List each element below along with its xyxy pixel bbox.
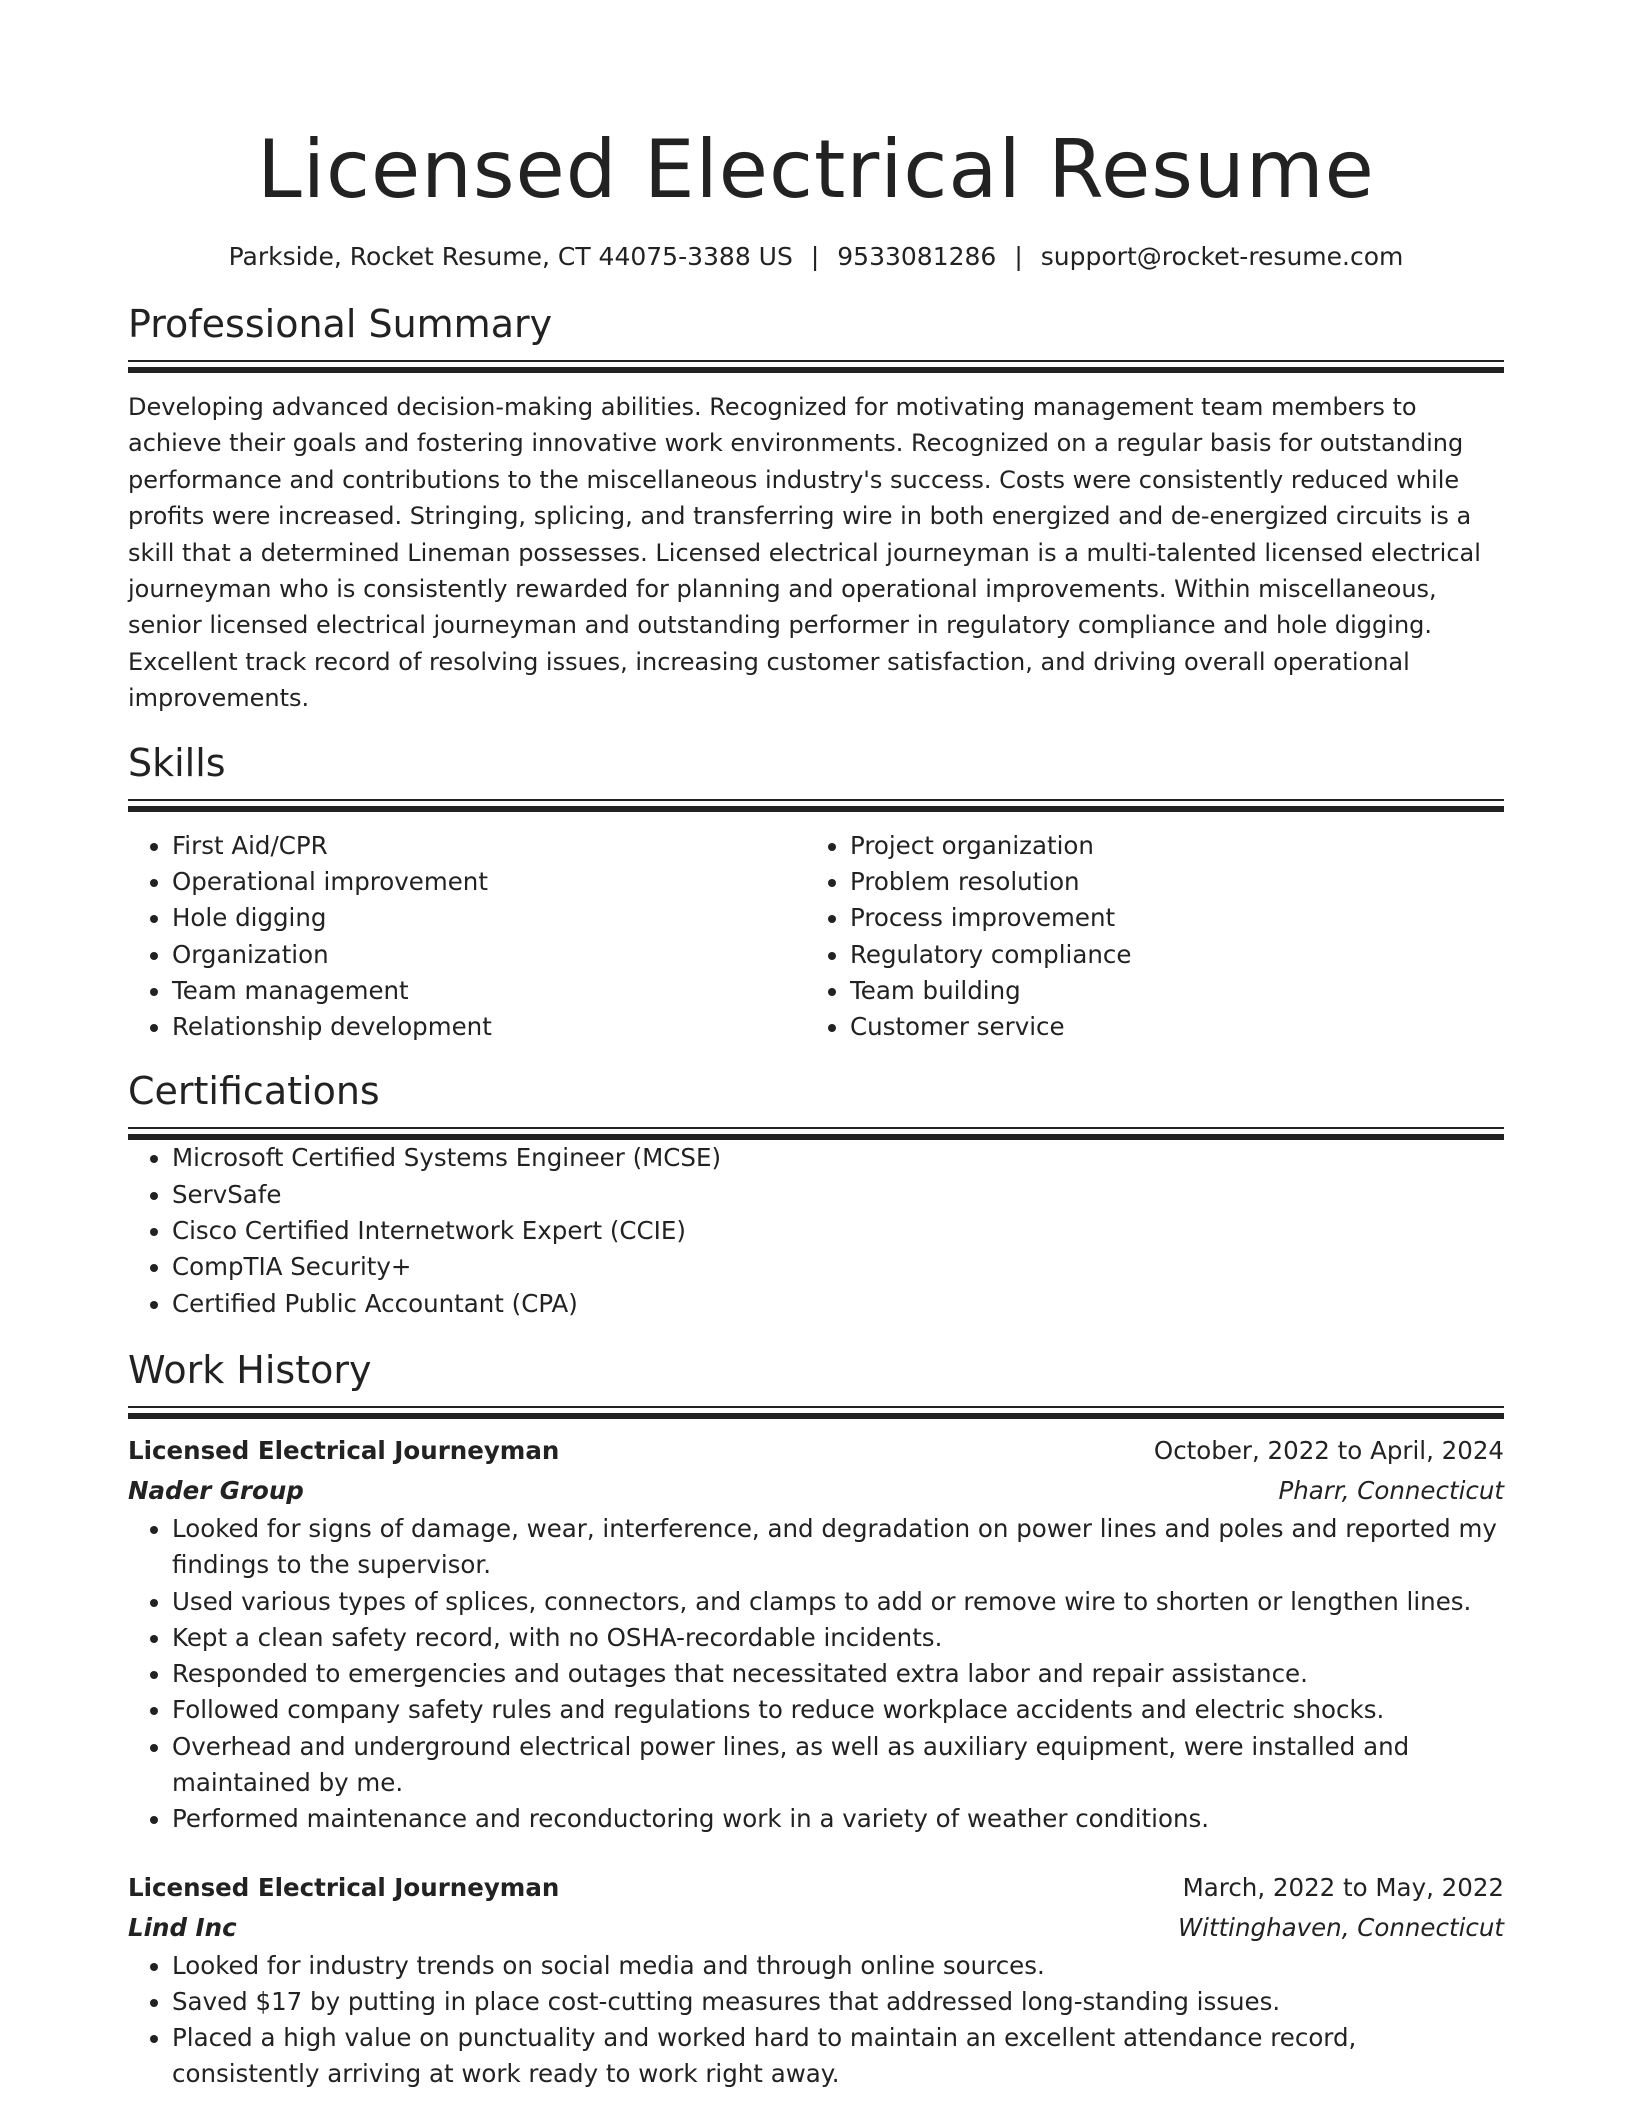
section-heading-summary: Professional Summary (128, 302, 553, 346)
job-company: Lind Inc (128, 1912, 237, 1942)
skill-item: • Process improvement (850, 900, 1484, 936)
skills-section (128, 739, 1504, 1046)
job-header (128, 1431, 1504, 1471)
contact-separator: | (810, 242, 820, 271)
contact-phone: 9533081286 (837, 242, 997, 271)
resume-page (128, 0, 1504, 2093)
job-bullet: • Kept a clean safety record, with no OSHA-recordable incidents. (172, 1620, 1504, 1656)
job-bullet: • Placed a high value on punctuality and worked hard to maintain an excellent attendance record, consistently arriving at work ready to work right away. (172, 2020, 1504, 2093)
job-dates: March, 2022 to May, 2022 (1182, 1872, 1504, 1902)
job-bullet: • Followed company safety rules and regulations to reduce workplace accidents and electric shocks. (172, 1692, 1504, 1728)
skill-item: • First Aid/CPR (172, 828, 806, 864)
job-bullet: • Performed maintenance and reconductoring work in a variety of weather conditions. (172, 1801, 1504, 1837)
job-title: Licensed Electrical Journeyman (128, 1435, 560, 1465)
skill-item: • Relationship development (172, 1009, 806, 1045)
job-title: Licensed Electrical Journeyman (128, 1872, 560, 1902)
certification-item: • Microsoft Certified Systems Engineer (MCSE) (172, 1140, 1504, 1176)
section-divider (128, 799, 1504, 812)
job-entry (128, 1868, 1504, 2093)
section-divider (128, 1406, 1504, 1419)
skills-column-right (806, 828, 1484, 1046)
skills-grid (128, 828, 1504, 1046)
contact-email[interactable]: support@rocket-resume.com (1040, 242, 1404, 271)
skill-item: • Regulatory compliance (850, 937, 1484, 973)
section-heading-certifications: Certifications (128, 1069, 380, 1114)
skill-item: • Organization (172, 937, 806, 973)
skill-item: • Project organization (850, 828, 1484, 864)
job-header (128, 1868, 1504, 1908)
section-heading-work-history: Work History (128, 1347, 372, 1392)
job-bullet: • Used various types of splices, connectors, and clamps to add or remove wire to shorten or lengthen lines. (172, 1584, 1504, 1620)
job-bullet: • Looked for signs of damage, wear, interference, and degradation on power lines and poles and reported my findings to the supervisor. (172, 1511, 1504, 1584)
job-entry (128, 1431, 1504, 1838)
skill-item: • Problem resolution (850, 864, 1484, 900)
resume-title: Licensed Electrical Resume (257, 123, 1375, 216)
job-bullets (128, 1948, 1504, 2093)
work-history-section (128, 1346, 1504, 2093)
skills-list-left (128, 828, 806, 1046)
skill-item: • Team management (172, 973, 806, 1009)
certification-item: • Cisco Certified Internetwork Expert (CCIE) (172, 1213, 1504, 1249)
certification-item: • Certified Public Accountant (CPA) (172, 1286, 1504, 1322)
summary-paragraph: Developing advanced decision-making abilities. Recognized for motivating management team members to achieve their goals and fostering innovative work environments. Recognized on a regular basis for outstanding performance and contributions to the miscellaneous industry's success. Costs were consistently reduced while profits were increased. Stringing, splicing, and transferring wire in both energized and de-energized circuits is a skill that a determined Lineman possesses. Licensed electrical journeyman is a multi-talented licensed electrical journeyman who is consistently rewarded for planning and operational improvements. Within miscellaneous, senior licensed electrical journeyman and outstanding performer in regulatory compliance and hole digging. Excellent track record of resolving issues, increasing customer satisfaction, and driving overall operational improvements. (128, 393, 1481, 713)
job-subheader (128, 1908, 1504, 1948)
job-bullet: • Saved $17 by putting in place cost-cutting measures that addressed long-standing issues. (172, 1984, 1504, 2020)
job-dates: October, 2022 to April, 2024 (1153, 1435, 1504, 1465)
certifications-list (128, 1140, 1504, 1321)
certification-item: • ServSafe (172, 1177, 1504, 1213)
job-subheader (128, 1471, 1504, 1511)
job-bullets (128, 1511, 1504, 1838)
section-heading-skills: Skills (128, 740, 226, 785)
summary-section (128, 300, 1504, 717)
job-bullet: • Responded to emergencies and outages that necessitated extra labor and repair assistance. (172, 1656, 1504, 1692)
section-divider (128, 360, 1504, 373)
job-location: Pharr, Connecticut (1278, 1475, 1504, 1505)
skill-item: • Operational improvement (172, 864, 806, 900)
job-bullet: • Overhead and underground electrical power lines, as well as auxiliary equipment, were installed and maintained by me. (172, 1729, 1504, 1802)
job-bullet: • Looked for industry trends on social media and through online sources. (172, 1948, 1504, 1984)
skills-list-right (806, 828, 1484, 1046)
job-location: Wittinghaven, Connecticut (1177, 1912, 1504, 1942)
certifications-section (128, 1067, 1504, 1321)
skills-column-left (128, 828, 806, 1046)
contact-line (128, 240, 1504, 274)
skill-item: • Customer service (850, 1009, 1484, 1045)
section-divider (128, 1127, 1504, 1140)
contact-separator: | (1014, 242, 1023, 271)
skill-item: • Hole digging (172, 900, 806, 936)
contact-address: Parkside, Rocket Resume, CT 44075-3388 US (228, 242, 793, 271)
job-company: Nader Group (128, 1475, 304, 1505)
skill-item: • Team building (850, 973, 1484, 1009)
certification-item: • CompTIA Security+ (172, 1249, 1504, 1285)
